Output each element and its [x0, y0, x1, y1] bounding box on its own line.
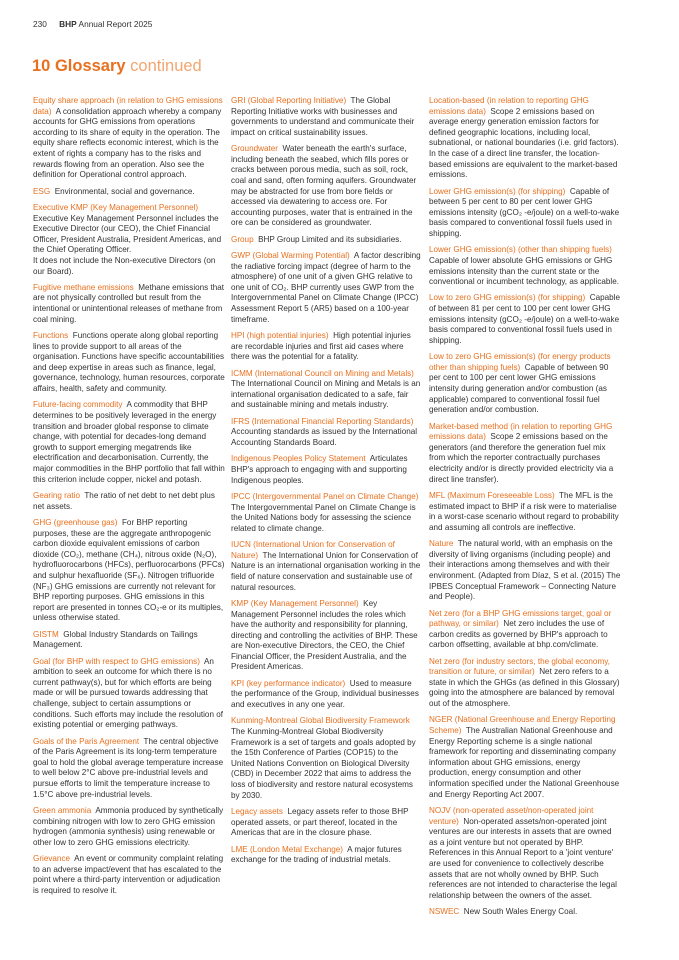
- glossary-definition: Capable of between 81 per cent to 100 per cent lower GHG emissions intensity (gCO₂ -e/joule) on a well-to-wake basis compared to conventional fossil fuels used in shipping.: [429, 293, 621, 345]
- glossary-definition: Accounting standards as issued by the International Accounting Standards Board.: [231, 427, 418, 447]
- glossary-definition: The ratio of net debt to net debt plus net assets.: [33, 490, 215, 511]
- glossary-definition: Key Management Personnel includes the roles which have the authority and responsibility for planning, directing and controlling the activities of BHP. These are Non-executive Directors, the CEO, the Chief Financial Officer, the President Australia, and the President Americas.: [231, 598, 418, 672]
- running-header: [33, 19, 152, 29]
- glossary-term: Net zero (for industry sectors, the global economy, transition or future, or similar): [429, 656, 610, 677]
- glossary-term: Goal (for BHP with respect to GHG emissions): [33, 656, 200, 666]
- glossary-entry: [231, 235, 423, 246]
- glossary-definition: The central objective of the Paris Agreement is its long-term temperature goal to hold the global average temperature increase to well below 2°C above pre-industrial levels and pursue efforts to limit the temperature increase to 1.5°C above pre-industrial levels.: [33, 736, 224, 799]
- section-title: [32, 56, 202, 76]
- glossary-entry: [231, 599, 423, 673]
- glossary-term: Equity share approach (in relation to GHG emissions data): [33, 96, 223, 116]
- report-title: Annual Report 2025: [78, 19, 153, 29]
- glossary-entry: [429, 96, 621, 181]
- glossary-term: Indigenous Peoples Policy Statement: [231, 454, 366, 464]
- glossary-definition: Functions operate along global reporting lines to provide support to all areas of the organisation. Functions have specific accountabilities and deep expertise in areas such as finance, legal, governance, technology, human resources, corporate affairs, health, safety and community.: [33, 331, 225, 394]
- glossary-term: Future-facing commodity: [33, 400, 123, 410]
- glossary-entry: [429, 352, 621, 416]
- glossary-definition: The Intergovernmental Panel on Climate Change is the United Nations body for assessing the science related to climate change.: [231, 502, 416, 533]
- glossary-entry: [33, 400, 225, 485]
- glossary-definition: Scope 2 emissions based on the generators (and therefore the generation fuel mix from which the reporter contractually purchases electricity and/or is directly provided electricity via a direct line transfer).: [429, 432, 614, 484]
- glossary-definition-extra: It does not include the Non-executive Directors (on our Board).: [33, 255, 216, 276]
- section-number: 10: [32, 57, 51, 75]
- glossary-definition: The Australian National Greenhouse and Energy Reporting scheme is a single national framework for reporting and disseminating company information about GHG emissions, energy production, energy consumption and other information specified under the National Greenhouse and Energy Reporting Act 2007.: [429, 726, 620, 799]
- glossary-definition: Used to measure the performance of the Group, individual businesses and executives in any one year.: [231, 678, 419, 710]
- glossary-entry: [33, 737, 225, 801]
- glossary-entry: [231, 540, 423, 593]
- glossary-definition: A consolidation approach whereby a company accounts for GHG emissions from operations according to its share of equity in the operation. The equity share reflects economic interest, which is the extent of rights a company has to the risks and rewards flowing from an operation. Also see the definition for Operational control approach.: [33, 106, 222, 180]
- glossary-column-2: [231, 96, 423, 872]
- glossary-definition: The MFL is the estimated impact to BHP if a risk were to materialise in a worst-case scenario without regard to probability and assuming all controls are ineffective.: [429, 490, 619, 532]
- glossary-definition: Non-operated assets/non-operated joint ventures are our interests in assets that are owned as a joint venture but not operated by BHP. References in this Annual Report to a 'joint venture' are used for convenience to collectively describe assets that are not wholly owned by BHP. Such references are not intended to characterise the legal relationship between the owners of the asset.: [429, 816, 617, 900]
- glossary-entry: [231, 679, 423, 711]
- glossary-term: KMP (Key Management Personnel): [231, 598, 359, 608]
- glossary-entry: [33, 491, 225, 512]
- glossary-definition: A major futures exchange for the trading of industrial metals.: [231, 844, 402, 865]
- glossary-entry: [33, 518, 225, 624]
- glossary-definition: An event or community complaint relating to an adverse impact/event that has escalated to the point where a third-party intervention or adjudication is required to resolve it.: [33, 854, 224, 895]
- glossary-entry: [231, 454, 423, 486]
- glossary-definition: Capable of lower absolute GHG emissions or GHG emissions intensity than the current state or the conventional or incumbent technology, as applicable.: [429, 255, 620, 287]
- glossary-definition: An ambition to seek an outcome for which there is no current pathway(s), but for which efforts are being made or will be pursued towards addressing that challenge, subject to certain assumptions or conditions. Such efforts may include the resolution of existing potential or emerging pathways.: [33, 656, 223, 730]
- glossary-definition: Capable of between 5 per cent to 80 per cent lower GHG emissions intensity (gCO₂ -e/joule) on a well-to-wake basis compared to conventional fossil fuels used in shipping.: [429, 186, 620, 238]
- glossary-entry: [429, 293, 621, 346]
- glossary-definition: Global Industry Standards on Tailings Management.: [33, 629, 198, 650]
- glossary-definition: Water beneath the earth's surface, including beneath the seabed, which fills pores or cracks between porous media, such as soil, rock, coal and sand, often forming aquifers. Groundwater may be abstracted for use from bore fields or accessed via dewatering to access ore. For accounting purposes, water that is entrained in the ore can be considered as groundwater.: [231, 144, 417, 228]
- glossary-definition: For BHP reporting purposes, these are the aggregate anthropogenic carbon dioxide equivalent emissions of carbon dioxide (CO₂), methane (CH₄), nitrous oxide (N₂O), hydrofluorocarbons (HFCs), perfluorocarbons (PFCs) and sulphur hexafluoride (SF₆). Nitrogen trifluoride (NF₃) GHG emissions are currently not relevant for BHP reporting purposes. GHG emissions in this report are presented in tonnes CO₂-e or its multiples, unless otherwise stated.: [33, 517, 225, 623]
- glossary-definition: The International Union for Conservation of Nature is an international organisation working in the field of nature conservation and sustainable use of natural resources.: [231, 550, 421, 592]
- glossary-column-1: [33, 96, 225, 902]
- glossary-definition: Net zero includes the use of carbon credits as governed by BHP's approach to carbon offsetting, available at bhp.com/climate.: [429, 619, 608, 650]
- glossary-definition: The natural world, with an emphasis on the diversity of living organisms (including people) and their interactions among themselves and with their environment. (Adapted from Díaz, S et al. (2015) The IPBES Conceptual Framework – Connecting Nature and People).: [429, 539, 621, 602]
- glossary-definition: Ammonia produced by synthetically combining nitrogen with low to zero GHG emission hydrogen (ammonia synthesis) using renewable or other low to zero GHG emissions electricity.: [33, 805, 224, 847]
- glossary-term: Market-based method (in relation to reporting GHG emissions data): [429, 421, 613, 442]
- glossary-definition: High potential injuries are recordable injuries and first aid cases where there was the potential for a fatality.: [231, 331, 411, 362]
- glossary-term: GWP (Global Warming Potential): [231, 251, 350, 261]
- glossary-entry: [429, 657, 621, 710]
- glossary-term: MFL (Maximum Foreseeable Loss): [429, 490, 555, 500]
- glossary-term: IPCC (Intergovernmental Panel on Climate Change): [231, 491, 419, 501]
- glossary-entry: [429, 422, 621, 486]
- glossary-entry: [429, 245, 621, 287]
- glossary-entry: [231, 807, 423, 839]
- glossary-entry: [231, 845, 423, 866]
- glossary-term: NSWEC: [429, 907, 460, 917]
- glossary-term: Lower GHG emission(s) (other than shipping fuels): [429, 245, 612, 255]
- glossary-entry: [33, 203, 225, 277]
- glossary-definition: Capable of between 90 per cent to 100 per cent lower GHG emissions intensity during generation and/or combustion (as applicable) compared to conventional fossil fuel generation and/or combustion.: [429, 362, 609, 415]
- glossary-entry: [33, 854, 225, 896]
- glossary-column-3: [429, 96, 621, 924]
- glossary-definition: A commodity that BHP determines to be positively leveraged in the energy transition and broader global response to climate change, with potential for decades-long demand growth to support emerging megatrends like electrification and decarbonisation. Currently, the major commodities in the BHP portfolio that fall within this criterion include copper, nickel and potash.: [33, 400, 225, 484]
- glossary-entry: [429, 715, 621, 800]
- glossary-term: Green ammonia: [33, 805, 92, 815]
- section-continued: continued: [130, 57, 202, 75]
- glossary-term: Net zero (for a BHP GHG emissions target, goal or pathway, or similar): [429, 608, 612, 629]
- glossary-term: Lower GHG emission(s) (for shipping): [429, 186, 566, 196]
- glossary-term: Fugitive methane emissions: [33, 282, 134, 292]
- glossary-entry: [429, 491, 621, 533]
- glossary-term: Group: [231, 234, 254, 244]
- glossary-entry: [33, 96, 225, 181]
- glossary-entry: [429, 609, 621, 651]
- glossary-entry: [33, 806, 225, 848]
- glossary-definition: BHP Group Limited and its subsidiaries.: [258, 234, 402, 244]
- glossary-definition: Articulates BHP's approach to engaging with and supporting Indigenous peoples.: [231, 454, 408, 485]
- glossary-entry: [429, 187, 621, 240]
- glossary-term: Legacy assets: [231, 806, 283, 816]
- glossary-term: LME (London Metal Exchange): [231, 844, 344, 854]
- glossary-definition: A factor describing the radiative forcing impact (degree of harm to the atmosphere) of one unit of a given GHG relative to one unit of CO₂. BHP currently uses GWP from the Intergovernmental Panel on Climate Change (IPCC) Assessment Report 5 (AR5) based on a 100-year timeframe.: [231, 251, 421, 324]
- glossary-definition: Environmental, social and governance.: [54, 186, 195, 196]
- glossary-term: HPI (high potential injuries): [231, 331, 329, 341]
- glossary-term: Kunming-Montreal Global Biodiversity Framework: [231, 716, 410, 726]
- glossary-entry: [231, 251, 423, 325]
- glossary-term: NOJV (non-operated asset/non-operated joint venture): [429, 805, 594, 826]
- glossary-definition: Scope 2 emissions based on average energy generation emission factors for defined geographic locations, including local, subnational, or national boundaries (i.e. grid factors). In the case of a direct line transfer, the location-based emissions are equivalent to the market-based emissions.: [429, 106, 619, 180]
- glossary-term: ESG: [33, 186, 51, 196]
- glossary-definition: Net zero refers to a state in which the GHGs (as defined in this Glossary) going into the atmosphere are balanced by removal out of the atmosphere.: [429, 667, 620, 709]
- glossary-entry: [231, 144, 423, 229]
- glossary-term: GISTM: [33, 629, 59, 639]
- glossary-entry: [231, 492, 423, 534]
- glossary-definition: Methane emissions that are not physically controlled but result from the intentional or unintentional releases of methane from coal mining.: [33, 282, 225, 324]
- glossary-entry: [33, 657, 225, 731]
- glossary-entry: [231, 369, 423, 411]
- glossary-definition: The Global Reporting Initiative works with businesses and governments to understand and communicate their impact on critical sustainability issues.: [231, 96, 415, 137]
- page-number: 230: [33, 19, 47, 29]
- glossary-term: Groundwater: [231, 144, 278, 154]
- glossary-definition: Legacy assets refer to those BHP operated assets, or part thereof, located in the Americas that are in the closure phase.: [231, 806, 409, 838]
- glossary-entry: [429, 907, 621, 918]
- glossary-term: Low to zero GHG emission(s) (for energy products other than shipping fuels): [429, 352, 611, 372]
- glossary-term: Nature: [429, 539, 454, 549]
- glossary-term: GRI (Global Reporting Initiative): [231, 96, 347, 105]
- section-name: Glossary: [54, 57, 126, 75]
- glossary-definition: The International Council on Mining and Metals is an international organisation dedicated to a safe, fair and sustainable mining and metals industry.: [231, 379, 421, 410]
- glossary-term: Executive KMP (Key Management Personnel): [33, 202, 199, 212]
- glossary-definition: Executive Key Management Personnel includes the Executive Director (our CEO), the Chief Financial Officer, President Australia, President Americas, and the Chief Operating Officer.: [33, 213, 222, 255]
- glossary-entry: [33, 187, 225, 198]
- glossary-term: NGER (National Greenhouse and Energy Reporting Scheme): [429, 715, 616, 736]
- glossary-entry: [231, 417, 423, 449]
- glossary-term: Grievance: [33, 854, 71, 864]
- glossary-term: ICMM (International Council on Mining and Metals): [231, 368, 414, 378]
- glossary-term: KPI (key performance indicator): [231, 678, 346, 688]
- glossary-definition: The Kunming-Montreal Global Biodiversity Framework is a set of targets and goals adopted by the 15th Conference of Parties (COP15) to the United Nations Convention on Biological Diversity (CBD) in December 2022 that aims to address the loss of biodiversity and restore natural ecosystems by 2030.: [231, 727, 416, 800]
- glossary-entry: [33, 630, 225, 651]
- glossary-term: Goals of the Paris Agreement: [33, 736, 140, 746]
- glossary-term: Gearing ratio: [33, 490, 80, 500]
- glossary-entry: [33, 331, 225, 395]
- glossary-term: Functions: [33, 331, 69, 341]
- glossary-term: IFRS (International Financial Reporting Standards): [231, 416, 414, 426]
- glossary-entry: [429, 539, 621, 603]
- glossary-definition: New South Wales Energy Coal.: [463, 907, 578, 917]
- glossary-entry: [429, 806, 621, 901]
- glossary-entry: [33, 283, 225, 325]
- glossary-term: GHG (greenhouse gas): [33, 517, 118, 527]
- glossary-term: Low to zero GHG emission(s) (for shipping): [429, 293, 586, 303]
- glossary-entry: [231, 331, 423, 363]
- glossary-entry: [231, 716, 423, 801]
- brand-name: BHP: [59, 19, 77, 29]
- glossary-entry: [231, 96, 423, 138]
- glossary-term: IUCN (International Union for Conservation of Nature): [231, 540, 395, 560]
- glossary-term: Location-based (in relation to reporting GHG emissions data): [429, 96, 589, 116]
